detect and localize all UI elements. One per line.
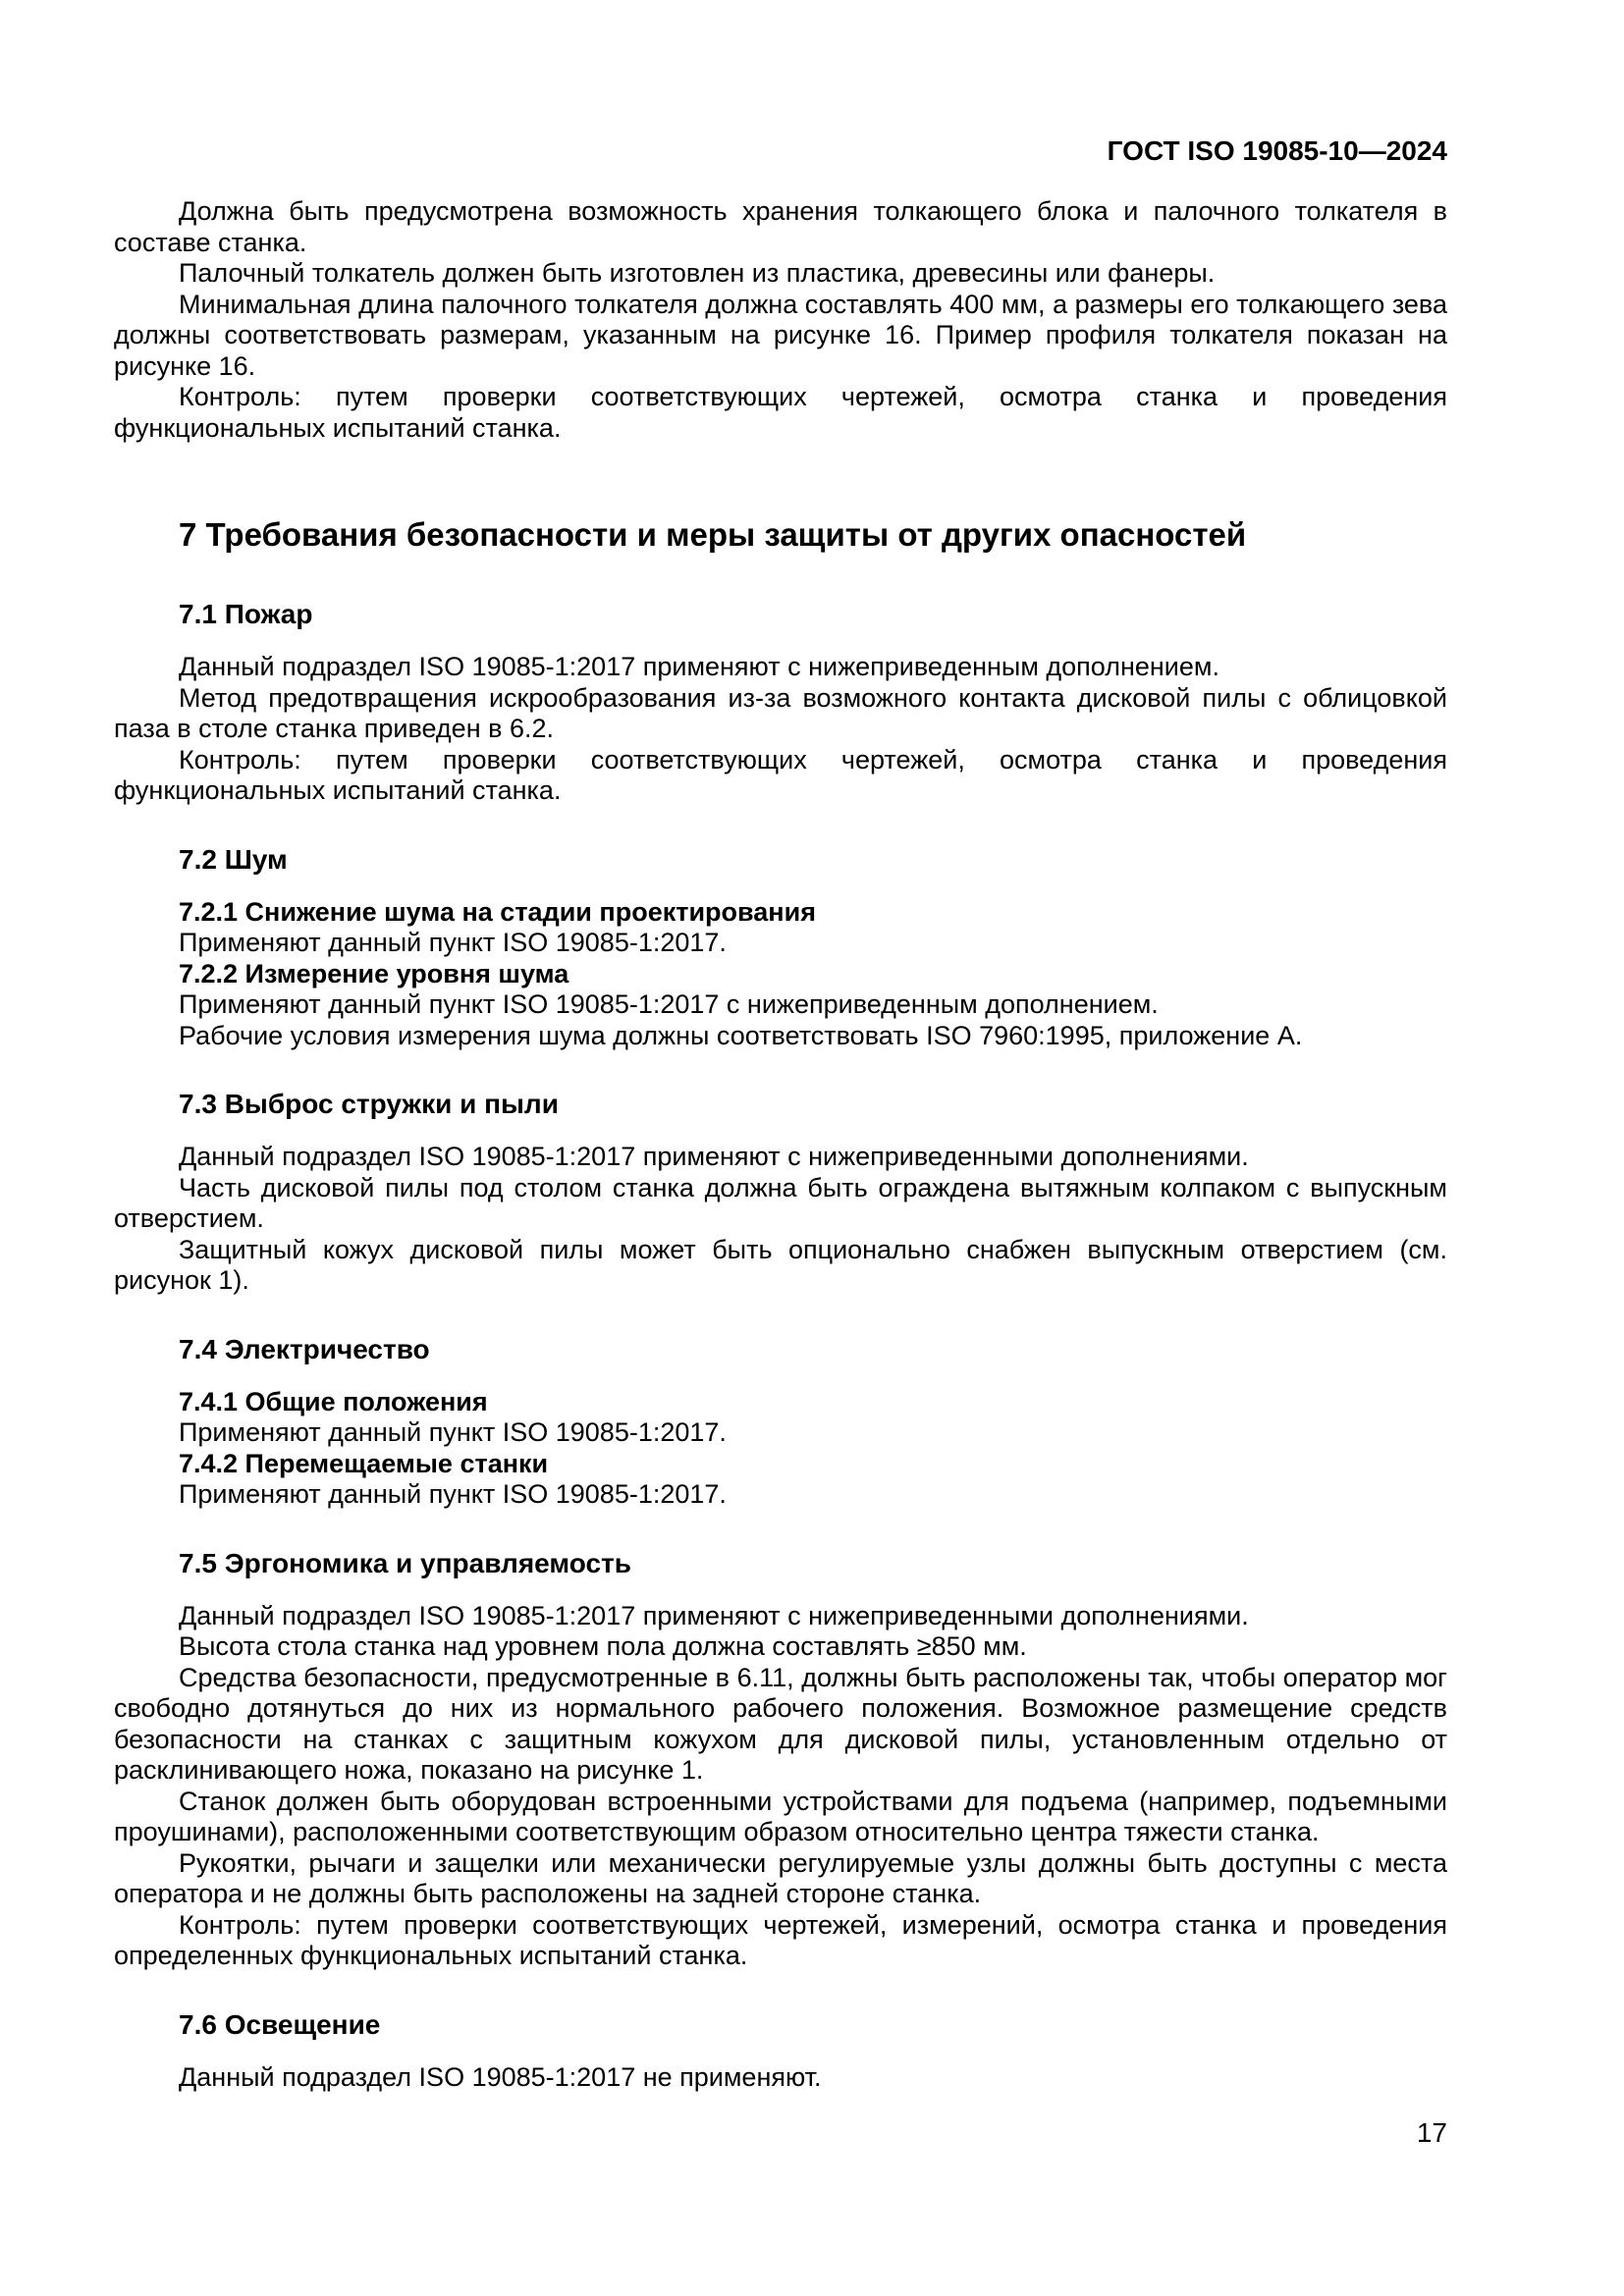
paragraph: Защитный кожух дисковой пилы может быть опционально снабжен выпускным отверстием (см. рисунок 1). <box>114 1234 1447 1295</box>
paragraph: Контроль: путем проверки соответствующих чертежей, осмотра станка и проведения функциональных испытаний станка. <box>114 744 1447 805</box>
document-body <box>114 196 1447 2093</box>
subsection-heading: 7.4 Электричество <box>179 1333 430 1364</box>
subsection-heading: 7.1 Пожар <box>179 599 313 629</box>
section-heading: 7 Требования безопасности и меры защиты от других опасностей <box>179 516 1247 553</box>
paragraph: Применяют данный пункт ISO 19085-1:2017. <box>179 928 727 957</box>
paragraph: Минимальная длина палочного толкателя должна составлять 400 мм, а размеры его толкающего зева должны соответствовать размерам, указанным на рисунке 16. Пример профиля толкателя показан на рисунке 16. <box>114 289 1447 381</box>
paragraph: Контроль: путем проверки соответствующих чертежей, измерений, осмотра станка и проведения определенных функциональных испытаний станка. <box>114 1909 1447 1970</box>
paragraph: Данный подраздел ISO 19085-1:2017 применяют с нижеприведенными дополнениями. <box>179 1142 1249 1171</box>
clause-heading: 7.2.2 Измерение уровня шума <box>179 958 569 988</box>
page-number: 17 <box>1416 2117 1447 2148</box>
subsection-heading: 7.2 Шум <box>179 843 288 875</box>
clause-heading: 7.4.2 Перемещаемые станки <box>179 1448 549 1478</box>
subsection-heading: 7.5 Эргономика и управляемость <box>179 1547 631 1578</box>
paragraph: Применяют данный пункт ISO 19085-1:2017. <box>179 1479 727 1509</box>
paragraph: Должна быть предусмотрена возможность хранения толкающего блока и палочного толкателя в составе станка. <box>114 196 1447 257</box>
paragraph: Палочный толкатель должен быть изготовлен из пластика, древесины или фанеры. <box>179 258 1216 288</box>
clause-heading: 7.4.1 Общие положения <box>179 1386 488 1416</box>
paragraph: Высота стола станка над уровнем пола должна составлять ≥850 мм. <box>179 1631 1027 1661</box>
running-header: ГОСТ ISO 19085-10—2024 <box>1107 135 1447 166</box>
paragraph: Данный подраздел ISO 19085-1:2017 применяют с нижеприведенными дополнениями. <box>179 1600 1249 1630</box>
paragraph: Данный подраздел ISO 19085-1:2017 применяют с нижеприведенным дополнением. <box>179 652 1219 681</box>
subsection-heading: 7.3 Выброс стружки и пыли <box>179 1089 559 1119</box>
paragraph: Метод предотвращения искрообразования из-за возможного контакта дисковой пилы с облицовкой паза в столе станка приведен в 6.2. <box>114 682 1447 743</box>
paragraph: Применяют данный пункт ISO 19085-1:2017 с нижеприведенным дополнением. <box>179 989 1159 1019</box>
page-content <box>114 135 1447 2093</box>
paragraph: Рабочие условия измерения шума должны соответствовать ISO 7960:1995, приложение А. <box>179 1020 1303 1050</box>
paragraph: Применяют данный пункт ISO 19085-1:2017. <box>179 1417 727 1447</box>
paragraph: Контроль: путем проверки соответствующих чертежей, осмотра станка и проведения функциональных испытаний станка. <box>114 382 1447 443</box>
paragraph: Станок должен быть оборудован встроенными устройствами для подъема (например, подъемными проушинами), расположенными соответствующим образом относительно центра тяжести станка. <box>114 1786 1447 1846</box>
clause-heading: 7.2.1 Снижение шума на стадии проектирования <box>179 896 816 927</box>
subsection-heading: 7.6 Освещение <box>179 2008 381 2040</box>
paragraph: Рукоятки, рычаги и защелки или механически регулируемые узлы должны быть доступны с места оператора и не должны быть расположены на задней стороне станка. <box>114 1847 1447 1908</box>
paragraph: Данный подраздел ISO 19085-1:2017 не применяют. <box>179 2061 822 2092</box>
paragraph: Часть дисковой пилы под столом станка должна быть ограждена вытяжным колпаком с выпускным отверстием. <box>114 1172 1447 1233</box>
paragraph: Средства безопасности, предусмотренные в 6.11, должны быть расположены так, чтобы оператор мог свободно дотянуться до них из нормального рабочего положения. Возможное размещение средств безопасности на станках с защитным кожухом для дисковой пилы, установленным отдельно от расклинивающего ножа, показано на рисунке 1. <box>114 1662 1447 1785</box>
